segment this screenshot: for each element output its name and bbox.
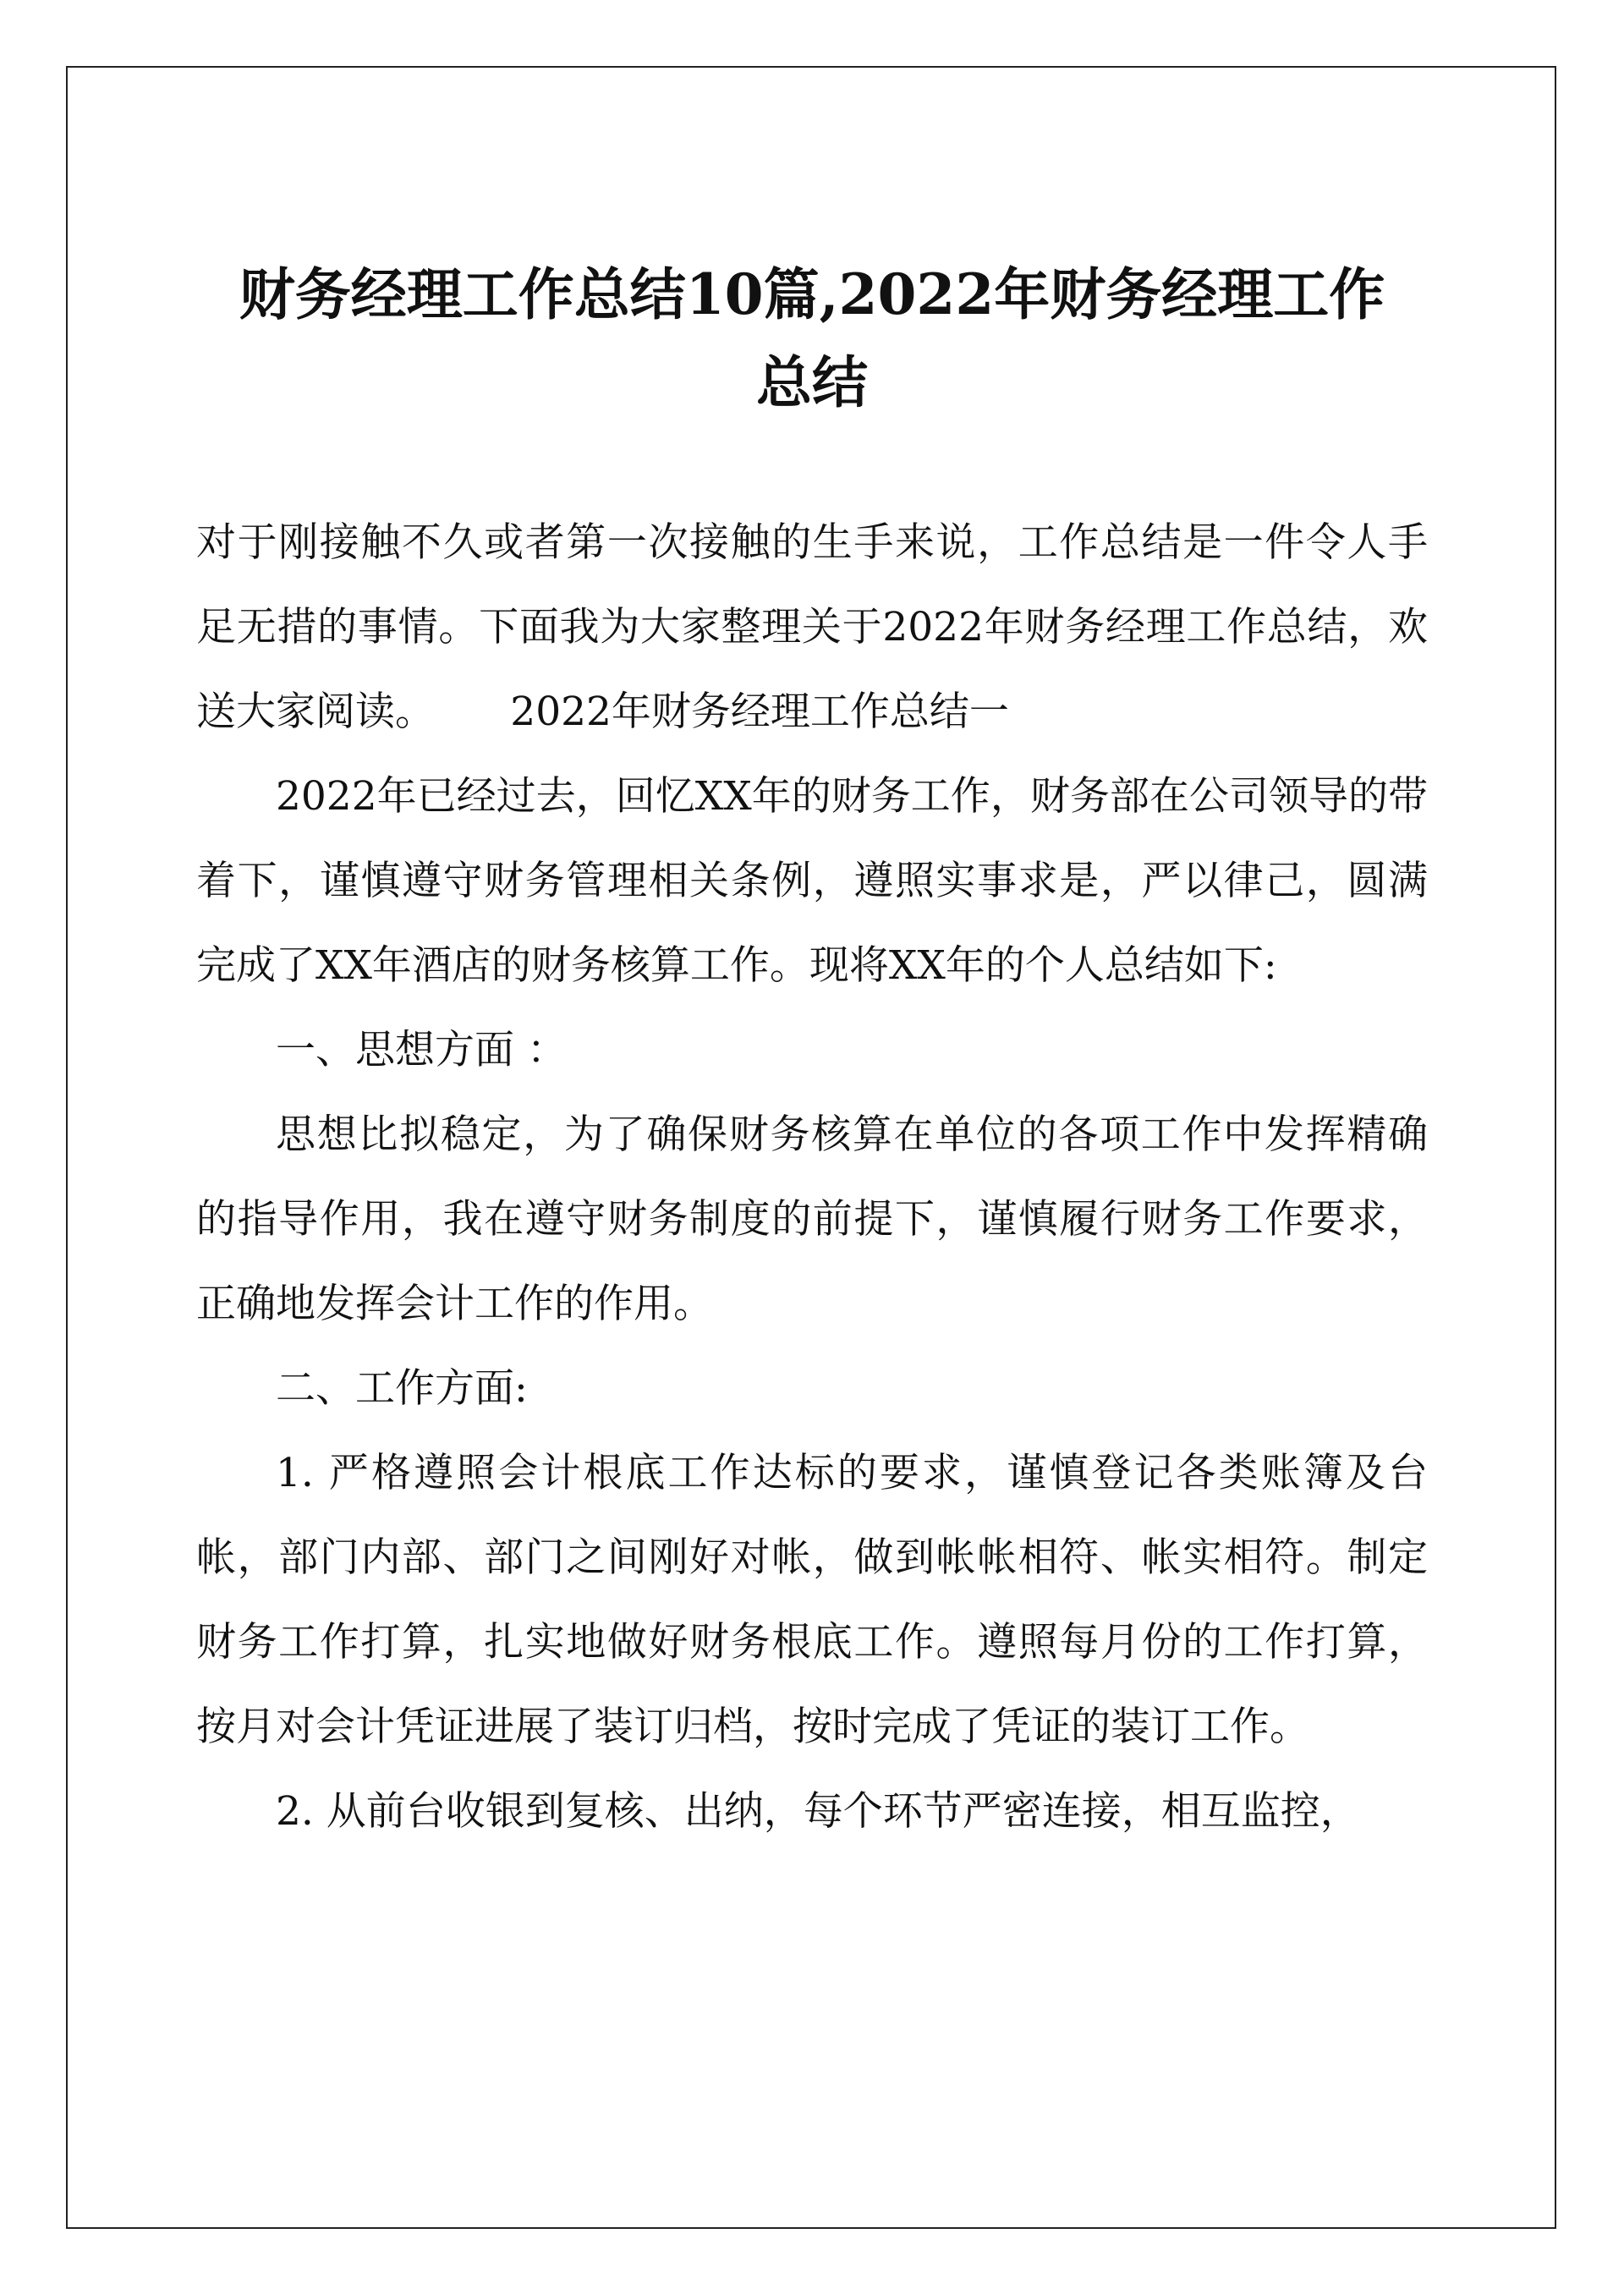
title-line-2: 总结 [756,349,868,415]
body-paragraph: 2. 从前台收银到复核、出纳，每个环节严密连接，相互监控， [276,1788,1360,1835]
document-content [196,250,1428,1854]
section-heading-1: 2022年财务经理工作总结一 [510,689,1009,735]
document-body [196,501,1428,1854]
title-line-1: 财务经理工作总结10篇,2022年财务经理工作 [239,261,1385,327]
body-paragraph: 思想比拟稳定，为了确保财务核算在单位的各项工作中发挥精确的指导作用，我在遵守财务制度的前提下，谨慎履行财务工作要求，正确地发挥会计工作的作用。 [196,1111,1428,1327]
document-title [196,250,1428,426]
intro-paragraph [196,501,1428,755]
section-heading: 一、思想方面 ： [276,1027,567,1073]
body-paragraph: 2022年已经过去，回忆XX年的财务工作，财务部在公司领导的带着下，谨慎遵守财务管理相关条例，遵照实事求是，严以律己，圆满完成了XX年酒店的财务核算工作。现将XX年的个人总结如下: [196,773,1428,989]
section-heading: 二、工作方面: [276,1365,528,1412]
intro-text: 对于刚接触不久或者第一次接触的生手来说，工作总结是一件令人手足无措的事情。下面我为大家整理关于2022年财务经理工作总结，欢送大家阅读。 [196,519,1428,735]
body-paragraph: 1. 严格遵照会计根底工作达标的要求，谨慎登记各类账簿及台帐，部门内部、部门之间刚好对帐，做到帐帐相符、帐实相符。制定财务工作打算，扎实地做好财务根底工作。遵照每月份的工作打算，按月对会计凭证进展了装订归档，按时完成了凭证的装订工作。 [196,1450,1428,1750]
